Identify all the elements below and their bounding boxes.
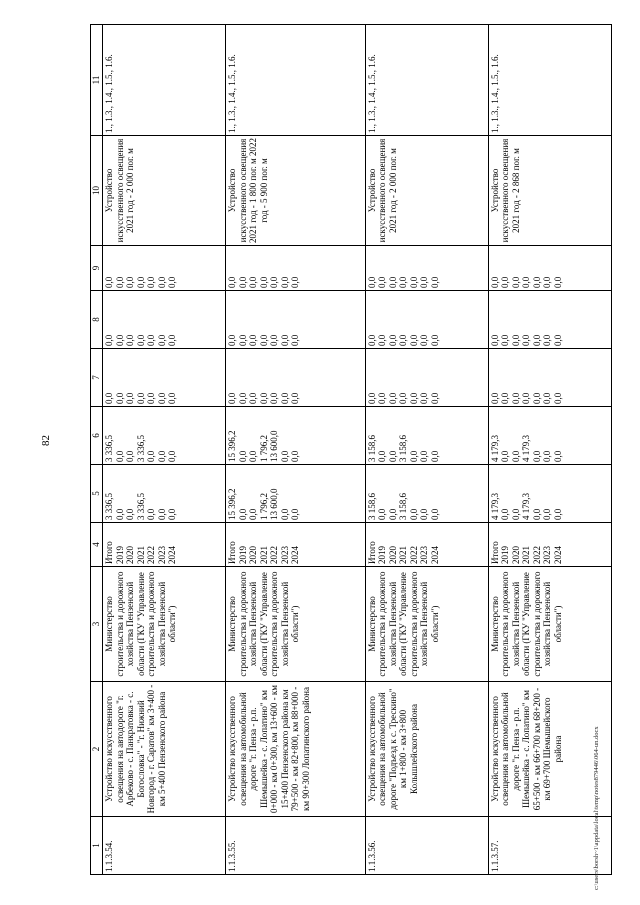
row-other-sources [103, 246, 226, 291]
row-code: 1.1.3.54. [103, 817, 226, 875]
row-total-funding-value: 1 796,2 [258, 493, 269, 520]
row-local-budget-value: 0,0 [366, 334, 377, 346]
row-years-value: Итого [227, 541, 238, 564]
row-other-sources-value: 0,0 [408, 276, 419, 288]
row-other-sources-value: 0,0 [290, 276, 301, 288]
row-indicators: 1., 1.3., 1.4., 1.5., 1.6. [488, 25, 611, 136]
row-federal-budget-value: 0,0 [552, 392, 563, 404]
row-federal-budget-value: 0,0 [227, 392, 238, 404]
row-executor: Министерство строительства и дорожного хозяйства Пензенской области (ГКУ "Управление строительства и дорожного хозяйства Пензенской области") [488, 567, 611, 682]
row-regional-budget [103, 407, 226, 465]
row-total-funding-value: 15 396,2 [227, 488, 238, 520]
row-total-funding-value: 0,0 [408, 508, 419, 520]
row-federal-budget-value: 0,0 [114, 392, 125, 404]
table-row [103, 25, 226, 875]
row-regional-budget-value: 4 179,3 [489, 435, 500, 462]
row-total-funding-value: 0,0 [500, 508, 511, 520]
row-total-funding-value: 0,0 [146, 508, 156, 520]
row-regional-budget-value: 0,0 [248, 450, 259, 462]
row-local-budget-value: 0,0 [279, 334, 290, 346]
row-regional-budget-value: 3 158,6 [398, 435, 409, 462]
row-indicators: 1., 1.3., 1.4., 1.5., 1.6. [365, 25, 488, 136]
row-other-sources [226, 246, 366, 291]
row-regional-budget-value: 0,0 [167, 450, 177, 462]
col-header-2: 2 [91, 682, 103, 817]
row-regional-budget-value: 4 179,3 [521, 435, 532, 462]
row-total-funding-value: 0,0 [237, 508, 248, 520]
row-other-sources-value: 0,0 [167, 276, 177, 288]
col-header-9: 9 [91, 246, 103, 291]
row-total-funding-value: 0,0 [125, 508, 135, 520]
row-regional-budget-value: 0,0 [500, 450, 511, 462]
row-federal-budget-value: 0,0 [135, 392, 146, 404]
row-local-budget-value: 0,0 [237, 334, 248, 346]
row-years-value: Итого [489, 541, 500, 564]
row-federal-budget-value: 0,0 [290, 392, 301, 404]
row-regional-budget [226, 407, 366, 465]
col-header-1: 1 [91, 817, 103, 875]
row-years-value: 2023 [156, 546, 167, 564]
row-total-funding-value: 0,0 [429, 508, 440, 520]
row-local-budget [488, 291, 611, 349]
row-federal-budget-value: 0,0 [269, 392, 280, 404]
row-total-funding [226, 465, 366, 523]
row-federal-budget-value: 0,0 [167, 392, 177, 404]
row-regional-budget-value: 0,0 [408, 450, 419, 462]
row-regional-budget-value: 0,0 [114, 450, 125, 462]
row-regional-budget-value: 0,0 [387, 450, 398, 462]
row-measure-name: Устройство искусственного освещения на автодороге "г. Арбеково - с. Панкратовка - с. Богословка" - "г. Нижний Новгород - г. Саратов" км 3+400 - км 5+400 Пензенского района [103, 682, 226, 817]
row-total-funding-value: 0,0 [510, 508, 521, 520]
row-federal-budget-value: 0,0 [531, 392, 542, 404]
col-header-5: 5 [91, 465, 103, 523]
row-federal-budget [226, 349, 366, 407]
row-regional-budget-value: 3 336,5 [135, 435, 146, 462]
row-local-budget-value: 0,0 [542, 334, 553, 346]
row-total-funding-value: 3 336,5 [135, 493, 146, 520]
row-local-budget-value: 0,0 [489, 334, 500, 346]
table-body [103, 25, 612, 875]
row-years-value: 2023 [419, 546, 430, 564]
row-expected-result: Устройство искусственного освещения 2021 год - 1 800 пог. м 2022 год - 5 900 пог. м [226, 136, 366, 246]
row-federal-budget-value: 0,0 [125, 392, 135, 404]
row-federal-budget [365, 349, 488, 407]
row-total-funding [365, 465, 488, 523]
row-local-budget-value: 0,0 [429, 334, 440, 346]
row-years-value: 2020 [510, 546, 521, 564]
row-other-sources-value: 0,0 [258, 276, 269, 288]
row-local-budget-value: 0,0 [387, 334, 398, 346]
row-local-budget-value: 0,0 [531, 334, 542, 346]
row-federal-budget-value: 0,0 [279, 392, 290, 404]
row-indicators: 1., 1.3., 1.4., 1.5., 1.6. [103, 25, 226, 136]
row-other-sources-value: 0,0 [387, 276, 398, 288]
row-regional-budget-value: 3 158,6 [366, 435, 377, 462]
row-other-sources-value: 0,0 [146, 276, 156, 288]
row-years-value: 2022 [269, 546, 280, 564]
row-total-funding-value: 0,0 [248, 508, 259, 520]
row-indicators: 1., 1.3., 1.4., 1.5., 1.6. [226, 25, 366, 136]
row-local-budget-value: 0,0 [377, 334, 388, 346]
row-regional-budget-value: 0,0 [510, 450, 521, 462]
row-years-value: 2019 [377, 546, 388, 564]
row-total-funding-value: 0,0 [167, 508, 177, 520]
row-expected-result: Устройство искусственного освещения 2021 год - 2 000 пог. м [365, 136, 488, 246]
row-total-funding-value: 3 158,6 [398, 493, 409, 520]
col-header-10: 10 [91, 136, 103, 246]
row-years-value: 2023 [542, 546, 553, 564]
row-regional-budget-value: 0,0 [542, 450, 553, 462]
row-regional-budget-value: 0,0 [279, 450, 290, 462]
row-years [365, 523, 488, 567]
row-federal-budget [488, 349, 611, 407]
row-years-value: 2024 [429, 546, 440, 564]
col-header-4: 4 [91, 523, 103, 567]
row-regional-budget-value: 0,0 [377, 450, 388, 462]
row-total-funding-value: 0,0 [114, 508, 125, 520]
row-other-sources [488, 246, 611, 291]
row-total-funding [488, 465, 611, 523]
row-federal-budget-value: 0,0 [500, 392, 511, 404]
row-total-funding-value: 0,0 [377, 508, 388, 520]
row-regional-budget-value: 0,0 [429, 450, 440, 462]
row-regional-budget-value: 13 600,0 [269, 430, 280, 462]
row-regional-budget-value: 0,0 [237, 450, 248, 462]
row-other-sources-value: 0,0 [398, 276, 409, 288]
row-years-value: 2021 [258, 546, 269, 564]
col-header-8: 8 [91, 291, 103, 349]
row-federal-budget-value: 0,0 [521, 392, 532, 404]
col-header-7: 7 [91, 349, 103, 407]
row-local-budget [103, 291, 226, 349]
row-other-sources-value: 0,0 [521, 276, 532, 288]
row-federal-budget-value: 0,0 [429, 392, 440, 404]
row-expected-result: Устройство искусственного освещения 2021 год - 2 868 пог. м [488, 136, 611, 246]
row-total-funding-value: 0,0 [419, 508, 430, 520]
row-other-sources-value: 0,0 [419, 276, 430, 288]
row-local-budget-value: 0,0 [290, 334, 301, 346]
row-other-sources-value: 0,0 [135, 276, 146, 288]
row-other-sources-value: 0,0 [114, 276, 125, 288]
row-measure-name: Устройство искусственного освещения на автомобильной дороге "г. Пенза - р.п. Шемышейка - с. Лопатино" км 65+500 - км 66+700 км 68+200 - км 69+700 Шемышейского района [488, 682, 611, 817]
row-years-value: 2020 [248, 546, 259, 564]
row-regional-budget-value: 0,0 [419, 450, 430, 462]
row-regional-budget-value: 3 336,5 [104, 435, 114, 462]
row-regional-budget-value: 0,0 [125, 450, 135, 462]
row-other-sources-value: 0,0 [269, 276, 280, 288]
row-local-budget-value: 0,0 [104, 334, 114, 346]
col-header-6: 6 [91, 407, 103, 465]
row-federal-budget-value: 0,0 [408, 392, 419, 404]
row-years [226, 523, 366, 567]
row-federal-budget-value: 0,0 [419, 392, 430, 404]
row-local-budget-value: 0,0 [419, 334, 430, 346]
row-federal-budget-value: 0,0 [156, 392, 167, 404]
row-other-sources-value: 0,0 [248, 276, 259, 288]
row-other-sources-value: 0,0 [366, 276, 377, 288]
row-local-budget-value: 0,0 [398, 334, 409, 346]
row-total-funding-value: 4 179,3 [489, 493, 500, 520]
row-federal-budget-value: 0,0 [248, 392, 259, 404]
row-regional-budget-value: 0,0 [552, 450, 563, 462]
table-row [365, 25, 488, 875]
row-other-sources-value: 0,0 [125, 276, 135, 288]
row-total-funding-value: 4 179,3 [521, 493, 532, 520]
row-other-sources-value: 0,0 [489, 276, 500, 288]
row-federal-budget-value: 0,0 [510, 392, 521, 404]
row-local-budget [365, 291, 488, 349]
row-code: 1.1.3.55. [226, 817, 366, 875]
row-years-value: 2019 [500, 546, 511, 564]
col-header-11: 11 [91, 25, 103, 136]
row-other-sources-value: 0,0 [279, 276, 290, 288]
row-other-sources-value: 0,0 [552, 276, 563, 288]
row-other-sources [365, 246, 488, 291]
row-other-sources-value: 0,0 [500, 276, 511, 288]
row-years-value: 2019 [237, 546, 248, 564]
row-local-budget-value: 0,0 [408, 334, 419, 346]
row-other-sources-value: 0,0 [227, 276, 238, 288]
row-years-value: 2022 [408, 546, 419, 564]
row-total-funding-value: 3 336,5 [104, 493, 114, 520]
row-federal-budget-value: 0,0 [104, 392, 114, 404]
row-years-value: 2019 [114, 546, 125, 564]
row-total-funding-value: 0,0 [279, 508, 290, 520]
row-other-sources-value: 0,0 [510, 276, 521, 288]
row-total-funding-value: 0,0 [531, 508, 542, 520]
row-federal-budget-value: 0,0 [366, 392, 377, 404]
row-local-budget-value: 0,0 [510, 334, 521, 346]
row-code: 1.1.3.57. [488, 817, 611, 875]
footer-file-path: c:\users\borsh~1\appdata\local\temp\notes879446\064-un.docx [593, 726, 600, 890]
row-local-budget-value: 0,0 [269, 334, 280, 346]
row-federal-budget-value: 0,0 [489, 392, 500, 404]
row-federal-budget-value: 0,0 [398, 392, 409, 404]
row-total-funding-value: 13 600,0 [269, 488, 280, 520]
row-years-value: 2021 [135, 546, 146, 564]
row-executor: Министерство строительства и дорожного хозяйства Пензенской области (ГКУ "Управление строительства и дорожного хозяйства Пензенской области") [365, 567, 488, 682]
row-local-budget-value: 0,0 [552, 334, 563, 346]
row-local-budget-value: 0,0 [500, 334, 511, 346]
row-years-value: 2023 [279, 546, 290, 564]
row-total-funding-value: 3 158,6 [366, 493, 377, 520]
row-regional-budget [365, 407, 488, 465]
row-other-sources-value: 0,0 [104, 276, 114, 288]
row-years-value: 2022 [146, 546, 156, 564]
row-federal-budget-value: 0,0 [237, 392, 248, 404]
row-regional-budget-value: 0,0 [290, 450, 301, 462]
col-header-3: 3 [91, 567, 103, 682]
row-years-value: 2021 [398, 546, 409, 564]
row-federal-budget-value: 0,0 [377, 392, 388, 404]
row-code: 1.1.3.56. [365, 817, 488, 875]
row-regional-budget-value: 1 796,2 [258, 435, 269, 462]
row-local-budget [226, 291, 366, 349]
row-years-value: Итого [104, 541, 114, 564]
row-total-funding-value: 0,0 [290, 508, 301, 520]
row-total-funding [103, 465, 226, 523]
row-regional-budget-value: 0,0 [531, 450, 542, 462]
row-local-budget-value: 0,0 [258, 334, 269, 346]
row-local-budget-value: 0,0 [156, 334, 167, 346]
row-local-budget-value: 0,0 [167, 334, 177, 346]
row-other-sources-value: 0,0 [542, 276, 553, 288]
row-measure-name: Устройство искусственного освещения на автомобильной дороге "г. Пенза - р.п. Шемышейка - с. Лопатино" км 0+000 - км 0+300, км 13+600 - км 15+400 Пензенского района км 79+500 - км 82+800, км 88+000 - км 90+300 Лопатинского района [226, 682, 366, 817]
row-local-budget-value: 0,0 [125, 334, 135, 346]
row-years-value: 2020 [387, 546, 398, 564]
row-years [488, 523, 611, 567]
program-table [90, 24, 612, 875]
row-executor: Министерство строительства и дорожного хозяйства Пензенской области (ГКУ "Управление строительства и дорожного хозяйства Пензенской области") [103, 567, 226, 682]
column-number-row [91, 25, 103, 875]
row-measure-name: Устройство искусственного освещения на автомобильной дороге "Подъезд к с. Трескино" км 1+800 - км 3+800 Колышлейского района [365, 682, 488, 817]
row-total-funding-value: 0,0 [156, 508, 167, 520]
row-local-budget-value: 0,0 [114, 334, 125, 346]
rotated-table-container [90, 25, 612, 875]
row-regional-budget-value: 15 396,2 [227, 430, 238, 462]
row-regional-budget-value: 0,0 [156, 450, 167, 462]
row-other-sources-value: 0,0 [156, 276, 167, 288]
table-row [226, 25, 366, 875]
row-federal-budget [103, 349, 226, 407]
row-other-sources-value: 0,0 [377, 276, 388, 288]
row-other-sources-value: 0,0 [237, 276, 248, 288]
row-years-value: 2024 [290, 546, 301, 564]
row-regional-budget [488, 407, 611, 465]
row-total-funding-value: 0,0 [542, 508, 553, 520]
row-local-budget-value: 0,0 [248, 334, 259, 346]
row-federal-budget-value: 0,0 [387, 392, 398, 404]
row-years-value: 2020 [125, 546, 135, 564]
row-local-budget-value: 0,0 [521, 334, 532, 346]
page-number: 82 [40, 435, 52, 446]
row-total-funding-value: 0,0 [552, 508, 563, 520]
row-years-value: 2024 [167, 546, 177, 564]
row-total-funding-value: 0,0 [387, 508, 398, 520]
row-local-budget-value: 0,0 [227, 334, 238, 346]
row-local-budget-value: 0,0 [135, 334, 146, 346]
row-years-value: 2021 [521, 546, 532, 564]
row-years-value: Итого [366, 541, 377, 564]
row-other-sources-value: 0,0 [429, 276, 440, 288]
row-federal-budget-value: 0,0 [542, 392, 553, 404]
row-years [103, 523, 226, 567]
row-other-sources-value: 0,0 [531, 276, 542, 288]
row-executor: Министерство строительства и дорожного хозяйства Пензенской области (ГКУ "Управление строительства и дорожного хозяйства Пензенской области") [226, 567, 366, 682]
row-expected-result: Устройство искусственного освещения 2021 год - 2 000 пог. м [103, 136, 226, 246]
row-federal-budget-value: 0,0 [146, 392, 156, 404]
row-regional-budget-value: 0,0 [146, 450, 156, 462]
row-years-value: 2022 [531, 546, 542, 564]
row-local-budget-value: 0,0 [146, 334, 156, 346]
row-years-value: 2024 [552, 546, 563, 564]
row-federal-budget-value: 0,0 [258, 392, 269, 404]
